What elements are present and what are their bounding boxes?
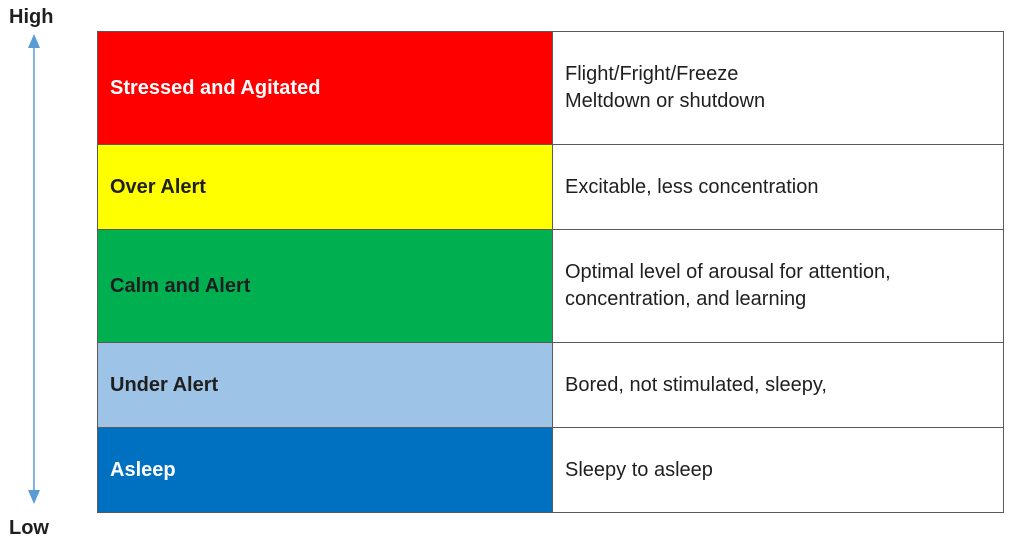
levels-table (97, 31, 1004, 513)
level-name: Over Alert (110, 175, 206, 198)
level-name-cell (98, 145, 553, 230)
level-description: Optimal level of arousal for attention, concentration, and learning (565, 261, 891, 310)
level-row-asleep (98, 428, 1004, 513)
axis-low-label: Low (9, 517, 49, 539)
level-name: Asleep (110, 458, 176, 481)
level-description-cell (553, 32, 1004, 145)
level-description-cell (553, 343, 1004, 428)
level-name-cell (98, 230, 553, 343)
level-description-cell (553, 230, 1004, 343)
level-row-calm-alert (98, 230, 1004, 343)
double-arrow-icon (22, 34, 46, 504)
level-description: Bored, not stimulated, sleepy, (565, 373, 827, 396)
level-description: Excitable, less concentration (565, 175, 819, 198)
level-row-stressed (98, 32, 1004, 145)
level-name: Stressed and Agitated (110, 76, 321, 99)
level-row-under-alert (98, 343, 1004, 428)
level-name: Under Alert (110, 373, 219, 396)
level-description: Flight/Fright/Freeze Meltdown or shutdown (565, 63, 766, 112)
level-description-cell (553, 428, 1004, 513)
level-name-cell (98, 428, 553, 513)
level-name: Calm and Alert (110, 274, 251, 297)
level-name-cell (98, 343, 553, 428)
level-description: Sleepy to asleep (565, 458, 713, 481)
level-name-cell (98, 32, 553, 145)
level-description-cell (553, 145, 1004, 230)
axis-high-label: High (9, 6, 54, 28)
level-row-over-alert (98, 145, 1004, 230)
